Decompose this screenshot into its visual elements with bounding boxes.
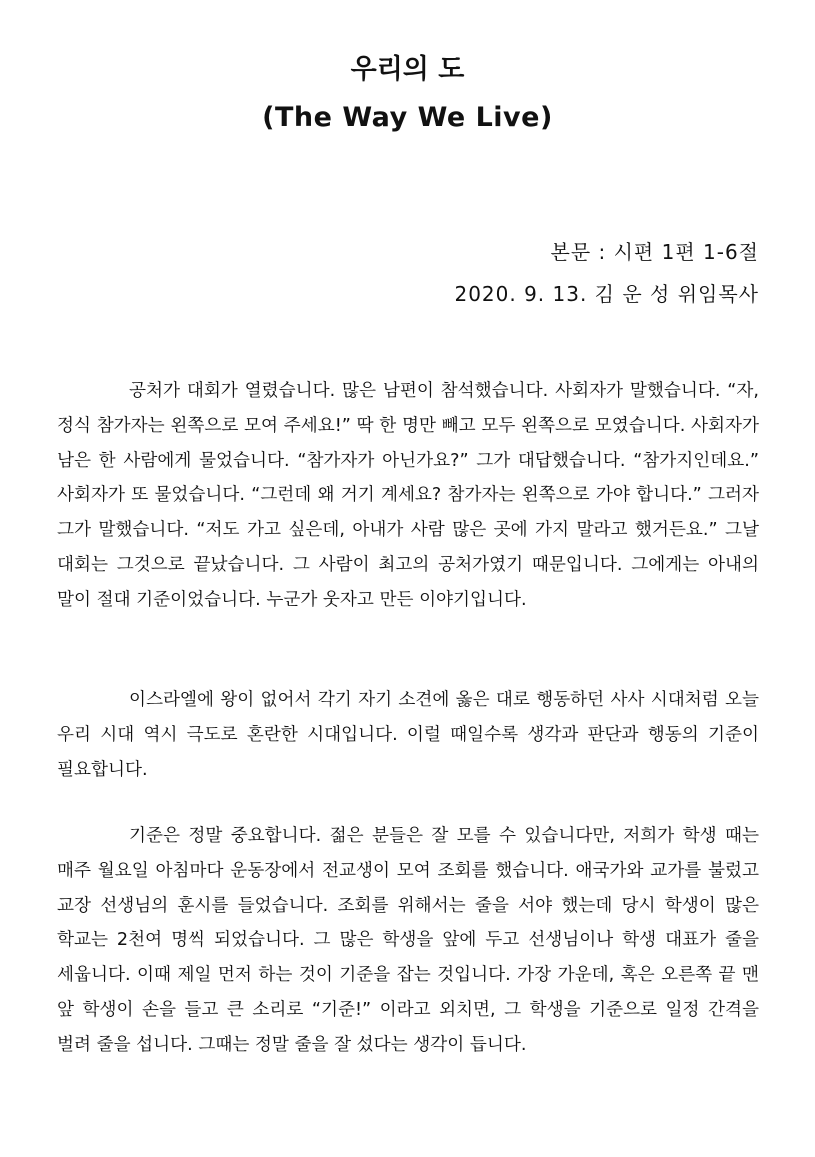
- date-author-line: 2020. 9. 13. 김 운 성 위임목사: [454, 282, 759, 306]
- scripture-passage: 본문 : 시편 1편 1-6절: [550, 240, 759, 264]
- paragraph-2: 이스라엘에 왕이 없어서 각기 자기 소견에 옳은 대로 행동하던 사사 시대처럼 오늘 우리 시대 역시 극도로 혼란한 시대입니다. 이럴 때일수록 생각과 판단과 행동의 기준이 필요합니다.: [57, 690, 759, 780]
- paragraph-3: 기준은 정말 중요합니다. 젊은 분들은 잘 모를 수 있습니다만, 저희가 학생 때는 매주 월요일 아침마다 운동장에서 전교생이 모여 조회를 했습니다. 애국가와 교가를 불렀고 교장 선생님의 훈시를 들었습니다. 조회를 위해서는 줄을 서야 했는데 당시 학생이 많은 학교는 2천여 명씩 되었습니다. 그 많은 학생을 앞에 두고 선생님이나 학생 대표가 줄을 세웁니다. 이때 제일 먼저 하는 것이 기준을 잡는 것입니다. 가장 가운데, 혹은 오른쪽 끝 맨 앞 학생이 손을 들고 큰 소리로 “기준!” 이라고 외치면, 그 학생을 기준으로 일정 간격을 벌려 줄을 섭니다. 그때는 정말 줄을 잘 섰다는 생각이 듭니다.: [57, 826, 759, 1055]
- paragraph-1: 공처가 대회가 열렸습니다. 많은 남편이 참석했습니다. 사회자가 말했습니다. “자, 정식 참가자는 왼쪽으로 모여 주세요!” 딱 한 명만 빼고 모두 왼쪽으로 모였습니다. 사회자가 남은 한 사람에게 물었습니다. “참가자가 아닌가요?” 그가 대답했습니다. “참가지인데요.” 사회자가 또 물었습니다. “그런데 왜 거기 계세요? 참가자는 왼쪽으로 가야 합니다.” 그러자 그가 말했습니다. “저도 가고 싶은데, 아내가 사람 많은 곳에 가지 말라고 했거든요.” 그날 대회는 그것으로 끝났습니다. 그 사람이 최고의 공처가였기 때문입니다. 그에게는 아내의 말이 절대 기준이었습니다. 누군가 웃자고 만든 이야기입니다.: [57, 381, 759, 610]
- sermon-title: 우리의 도: [350, 54, 465, 85]
- sermon-subtitle: (The Way We Live): [262, 102, 553, 133]
